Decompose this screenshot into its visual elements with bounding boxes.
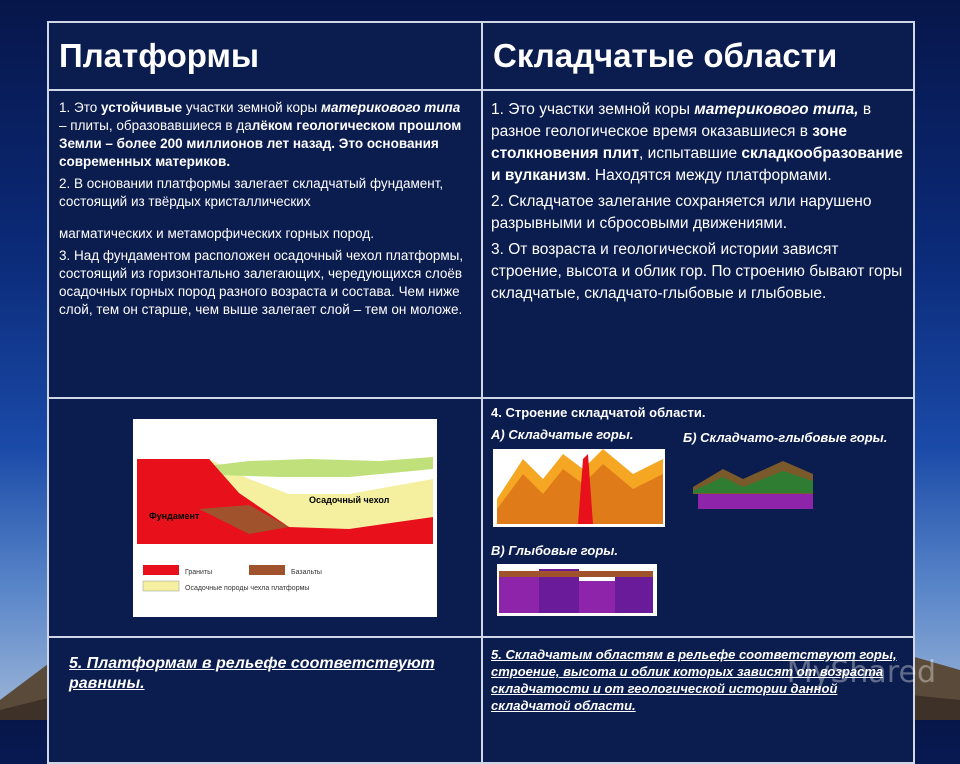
legend-swatch-basalt <box>249 565 285 575</box>
folded-text-cell <box>482 90 914 398</box>
comparison-table <box>47 21 915 764</box>
folded-structure-diagrams <box>483 399 915 631</box>
platform-diagram-cell <box>48 398 482 637</box>
platform-diagram <box>49 399 483 631</box>
label-foundation: Фундамент <box>149 511 200 521</box>
header-platforms <box>48 22 482 90</box>
legend-label-granite: Граниты <box>185 569 213 576</box>
platforms-point-1: 1. Это устойчивые участки земной коры материкового типа – плиты, образовавшиеся в далёком геологическом прошлом Земли – более 200 миллионов лет назад. Это основания современных материков. <box>59 100 462 169</box>
fold-block-mountains-label: Б) Складчато-глыбовые горы. <box>683 430 888 445</box>
legend-swatch-granite <box>143 565 179 575</box>
platforms-text-cell <box>48 90 482 398</box>
folded-structure-cell <box>482 398 914 637</box>
folded-structure-title: 4. Строение складчатой области. <box>491 405 706 420</box>
platforms-point-2a: 2. В основании платформы залегает складчатый фундамент, состоящий из твёрдых кристаллических <box>59 176 444 209</box>
platforms-conclusion-cell <box>48 637 482 763</box>
folded-conclusion: 5. Складчатым областям в рельефе соответствуют горы, строение, высота и облик которых зависят от возраста складчатости и от геологической истории данной складчатой области. <box>491 647 897 713</box>
fold-block-diagram <box>693 461 813 509</box>
folded-point-3: 3. От возраста и геологической истории зависят строение, высота и облик гор. По строению бывают горы складчатые, складчато-глыбовые и глыбовые. <box>491 241 903 302</box>
legend-label-sediment: Осадочные породы чехла платформы <box>185 585 310 592</box>
watermark: MyShared <box>786 655 936 690</box>
platforms-conclusion: 5. Платформам в рельефе соответствуют равнины. <box>69 655 435 692</box>
folded-point-1: 1. Это участки земной коры материкового типа, в разное геологическое время оказавшиеся в зоне столкновения плит, испытавшие складкообразование и вулканизм. Находятся между платформами. <box>491 101 903 184</box>
folded-mountains-diagram <box>493 449 665 527</box>
header-folded-label: Складчатые области <box>493 37 838 74</box>
legend-swatch-sediment <box>143 581 179 591</box>
legend-label-basalt: Базальты <box>291 569 322 576</box>
platforms-point-2b: магматических и метаморфических горных пород. <box>59 226 374 241</box>
label-cover: Осадочный чехол <box>309 495 390 505</box>
platforms-point-3: 3. Над фундаментом расположен осадочный чехол платформы, состоящий из горизонтально залегающих, чередующихся слоёв осадочных горных пород разного возраста и состава. Чем ниже слой, тем он старше, чем выше залегает слой – тем он моложе. <box>59 248 464 317</box>
folded-mountains-label: А) Складчатые горы. <box>491 427 634 442</box>
block-mountains-diagram <box>497 564 657 616</box>
header-folded <box>482 22 914 90</box>
block-mountains-label: В) Глыбовые горы. <box>491 543 618 558</box>
folded-point-2: 2. Складчатое залегание сохраняется или нарушено разрывными и сбросовыми движениями. <box>491 193 872 232</box>
header-platforms-label: Платформы <box>59 37 260 74</box>
